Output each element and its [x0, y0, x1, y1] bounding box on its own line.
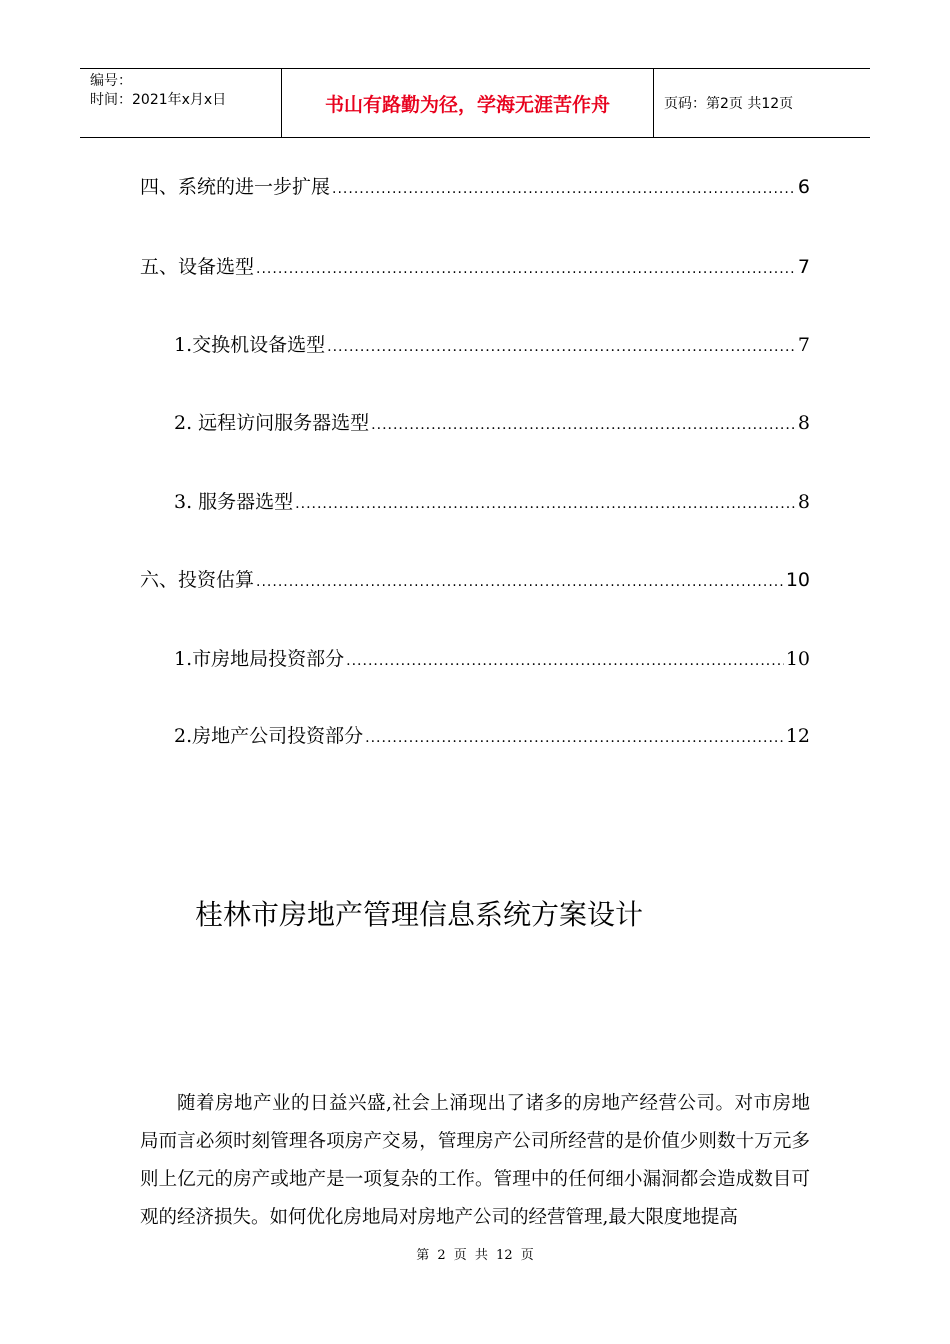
- toc-leader: [295, 496, 796, 512]
- toc-entry-page: 12: [785, 725, 810, 747]
- page-header: [80, 68, 870, 138]
- toc-entry[interactable]: [174, 330, 810, 357]
- toc-entry[interactable]: [174, 644, 810, 671]
- time-label: 时间：2021年x月x日: [90, 92, 227, 108]
- toc-entry-title: 2. 远程访问服务器选型: [174, 412, 370, 434]
- toc-entry-title: 3. 服务器选型: [174, 491, 294, 513]
- toc-entry-title: 五、设备选型: [140, 256, 255, 278]
- toc-leader: [256, 261, 796, 277]
- toc-entry-page: 7: [797, 334, 810, 356]
- toc-entry[interactable]: [140, 172, 810, 199]
- document-title: 桂林市房地产管理信息系统方案设计: [195, 898, 644, 931]
- toc-entry[interactable]: [174, 721, 810, 748]
- toc-entry-page: 8: [797, 412, 810, 434]
- toc-leader: [365, 730, 784, 746]
- header-page-info: 页码：第2页 共12页: [664, 96, 794, 112]
- toc-leader: [371, 417, 796, 433]
- toc-entry-page: 7: [797, 256, 810, 278]
- page-footer: 第 2 页 共 12 页: [416, 1248, 534, 1263]
- toc-entry-page: 6: [797, 176, 810, 198]
- toc-entry-page: 10: [785, 569, 810, 591]
- toc-leader: [327, 339, 796, 355]
- toc-entry-title: 1.市房地局投资部分: [174, 648, 345, 670]
- toc-entry-page: 10: [785, 648, 810, 670]
- toc-entry[interactable]: [140, 252, 810, 279]
- toc-entry[interactable]: [140, 565, 810, 592]
- header-meta: [80, 69, 282, 137]
- toc-entry-page: 8: [797, 491, 810, 513]
- toc-leader: [256, 574, 784, 590]
- header-motto: 书山有路勤为径，学海无涯苦作舟: [282, 69, 654, 137]
- toc-leader: [332, 181, 796, 197]
- toc-entry[interactable]: [174, 408, 810, 435]
- toc-entry-title: 六、投资估算: [140, 569, 255, 591]
- body-paragraph: 随着房地产业的日益兴盛,社会上涌现出了诸多的房地产经营公司。对市房地局而言必须时刻管理各项房产交易，管理房产公司所经营的是价值少则数十万元多则上亿元的房产或地产是一项复杂的工作。管理中的任何细小漏洞都会造成数目可观的经济损失。如何优化房地局对房地产公司的经营管理,最大限度地提高: [140, 1093, 810, 1228]
- toc-entry[interactable]: [174, 487, 810, 514]
- toc-entry-title: 2.房地产公司投资部分: [174, 725, 364, 747]
- doc-number-label: 编号：: [90, 73, 132, 89]
- toc-leader: [346, 653, 784, 669]
- toc-entry-title: 四、系统的进一步扩展: [140, 176, 331, 198]
- toc-entry-title: 1.交换机设备选型: [174, 334, 326, 356]
